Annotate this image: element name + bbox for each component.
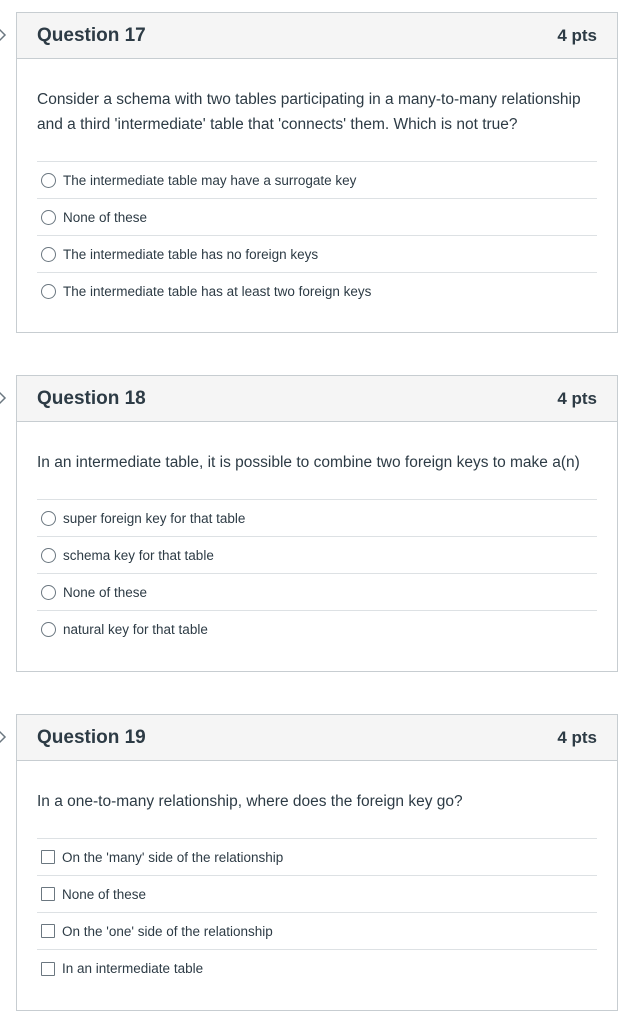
radio-button[interactable] — [41, 210, 56, 225]
answer-option[interactable] — [37, 273, 597, 310]
answer-label[interactable]: On the 'many' side of the relationship — [62, 849, 284, 865]
answer-label[interactable]: None of these — [62, 886, 147, 902]
answer-list — [37, 838, 597, 987]
checkbox[interactable] — [41, 924, 55, 938]
question-body — [17, 59, 617, 320]
answer-label[interactable]: natural key for that table — [63, 622, 208, 637]
answer-option[interactable] — [37, 500, 597, 537]
question-title: Question 18 — [37, 387, 146, 409]
answer-option[interactable] — [37, 913, 597, 950]
radio-button[interactable] — [41, 622, 56, 637]
question-flag-icon[interactable] — [0, 388, 9, 408]
answer-label[interactable]: None of these — [63, 209, 148, 225]
question-points: 4 pts — [557, 727, 597, 747]
answer-label[interactable]: In an intermediate table — [62, 961, 204, 976]
answer-label[interactable]: super foreign key for that table — [63, 510, 246, 526]
question-flag-icon[interactable] — [0, 25, 9, 45]
question-title: Question 19 — [37, 726, 146, 748]
question-text: In a one-to-many relationship, where does the foreign key go? — [37, 793, 463, 810]
question-points: 4 pts — [557, 25, 597, 45]
answer-option[interactable] — [37, 199, 597, 236]
question-card — [16, 12, 618, 333]
question-header — [17, 715, 617, 761]
radio-button[interactable] — [41, 173, 56, 188]
answer-label[interactable]: On the 'one' side of the relationship — [62, 923, 273, 939]
radio-button[interactable] — [41, 284, 56, 299]
question-body — [17, 761, 617, 997]
radio-button[interactable] — [41, 247, 56, 262]
answer-option[interactable] — [37, 162, 597, 199]
answer-option[interactable] — [37, 876, 597, 913]
checkbox[interactable] — [41, 962, 55, 976]
radio-button[interactable] — [41, 548, 56, 563]
answer-label[interactable]: The intermediate table may have a surrogate key — [63, 172, 357, 188]
answer-label[interactable]: None of these — [63, 584, 148, 600]
question-text: Consider a schema with two tables participating in a many-to-many relationship and a third 'intermediate' table that 'connects' them. Which is not true? — [37, 91, 581, 133]
question-points: 4 pts — [557, 388, 597, 408]
answer-list — [37, 161, 597, 310]
radio-button[interactable] — [41, 511, 56, 526]
answer-option[interactable] — [37, 537, 597, 574]
question-title: Question 17 — [37, 24, 146, 46]
question-header — [17, 376, 617, 422]
question-body — [17, 422, 617, 658]
question-flag-icon[interactable] — [0, 727, 9, 747]
answer-option[interactable] — [37, 236, 597, 273]
answer-label[interactable]: The intermediate table has no foreign keys — [63, 246, 319, 262]
question-text: In an intermediate table, it is possible to combine two foreign keys to make a(n) — [37, 454, 580, 471]
answer-label[interactable]: The intermediate table has at least two foreign keys — [63, 284, 372, 299]
checkbox[interactable] — [41, 887, 55, 901]
radio-button[interactable] — [41, 585, 56, 600]
question-card — [16, 714, 618, 1011]
checkbox[interactable] — [41, 850, 55, 864]
answer-option[interactable] — [37, 574, 597, 611]
answer-label[interactable]: schema key for that table — [63, 547, 214, 563]
answer-list — [37, 499, 597, 648]
question-header — [17, 13, 617, 59]
answer-option[interactable] — [37, 950, 597, 987]
question-card — [16, 375, 618, 672]
answer-option[interactable] — [37, 839, 597, 876]
answer-option[interactable] — [37, 611, 597, 648]
